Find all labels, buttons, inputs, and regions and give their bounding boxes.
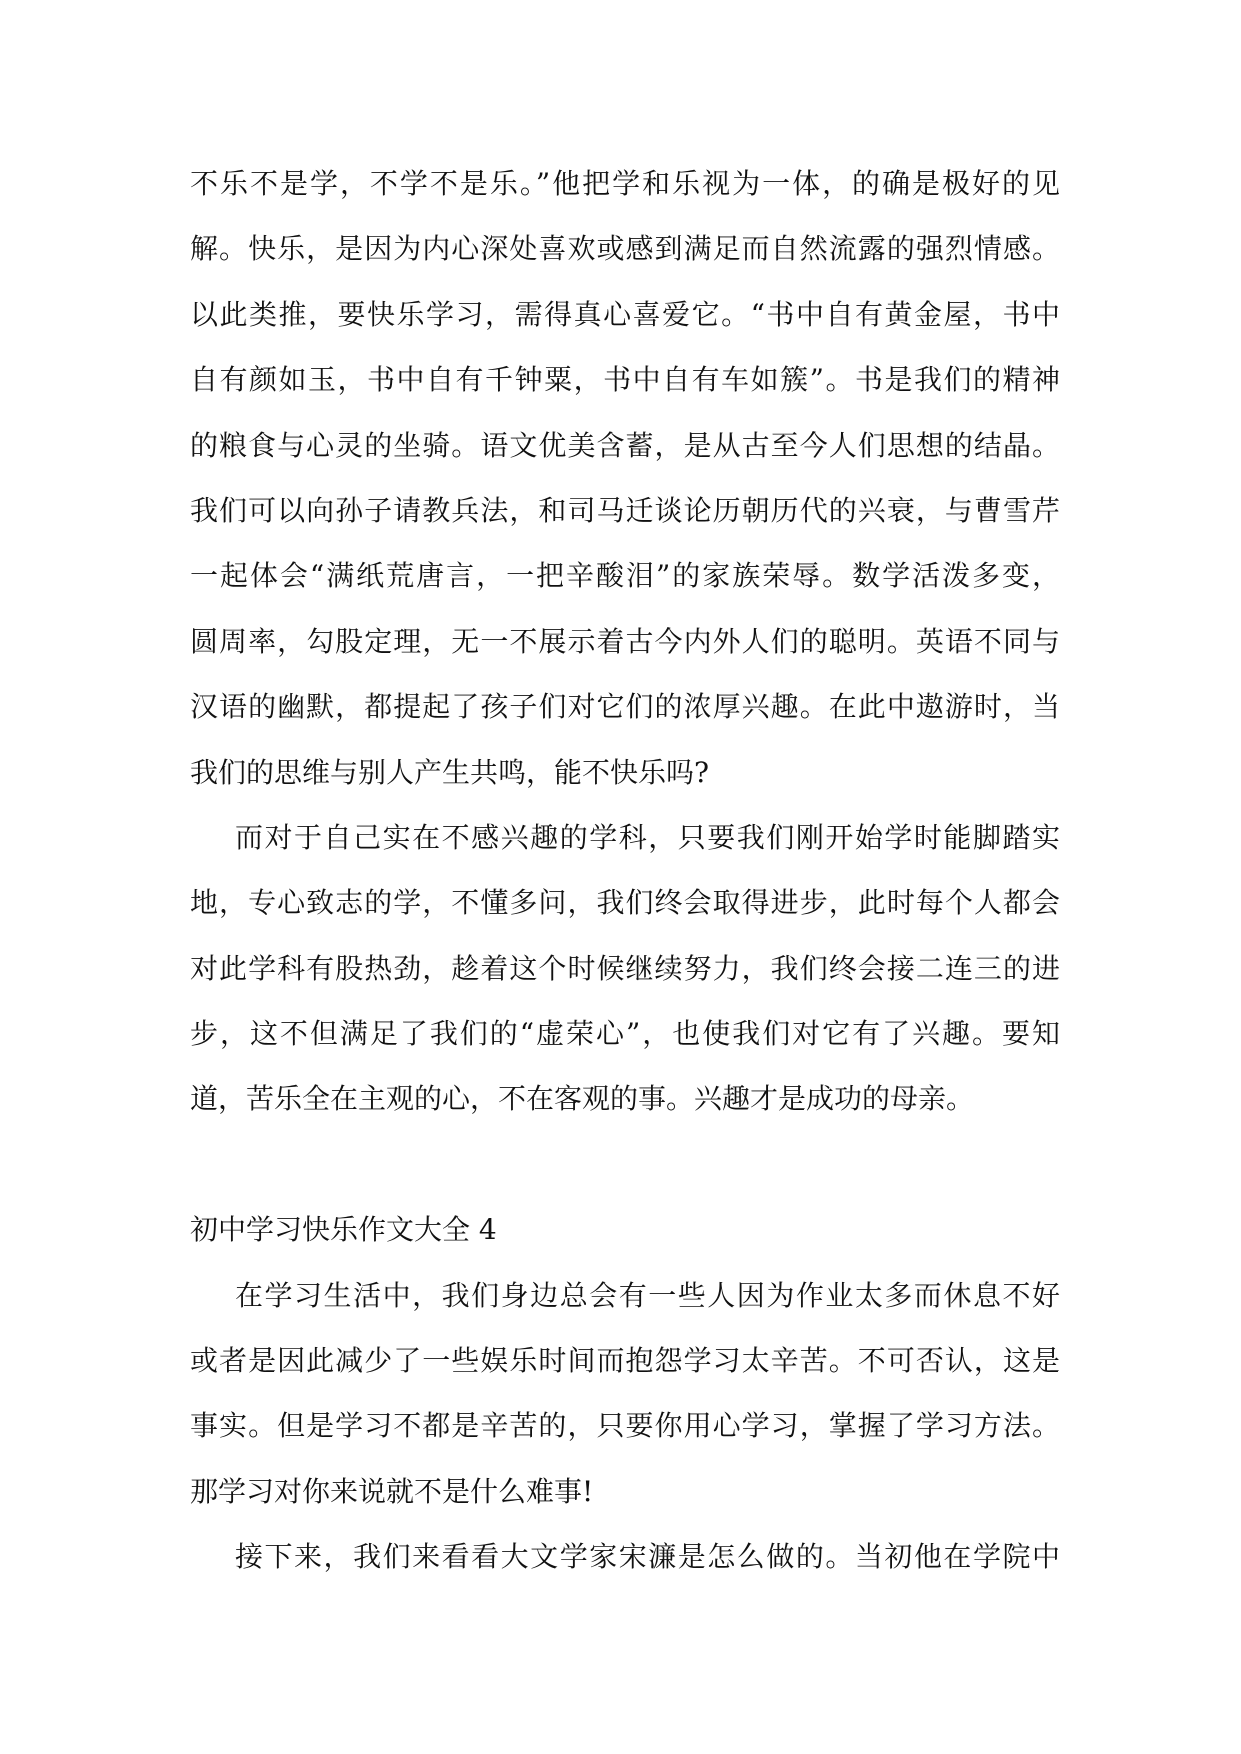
text-line: 或者是因此减少了一些娱乐时间而抱怨学习太辛苦。不可否认，这是 (190, 1344, 1060, 1378)
paragraph (190, 1524, 1060, 1589)
paragraph (190, 1263, 1060, 1525)
text-line: 一起体会“满纸荒唐言，一把辛酸泪”的家族荣辱。数学活泼多变， (190, 559, 1060, 593)
paragraph (190, 151, 1060, 805)
text-line: 地，专心致志的学，不懂多问，我们终会取得进步，此时每个人都会 (190, 886, 1060, 920)
document-body (190, 151, 1060, 1590)
text-line: 自有颜如玉，书中自有千钟粟，书中自有车如簇”。书是我们的精神 (190, 363, 1060, 397)
section-heading: 初中学习快乐作文大全 4 (190, 1213, 497, 1247)
text-line: 不乐不是学，不学不是乐。”他把学和乐视为一体，的确是极好的见 (190, 167, 1060, 200)
text-line: 的粮食与心灵的坐骑。语文优美含蓄，是从古至今人们思想的结晶。 (190, 428, 1060, 462)
text-line: 我们可以向孙子请教兵法，和司马迁谈论历朝历代的兴衰，与曹雪芹 (190, 493, 1060, 527)
text-line: 我们的思维与别人产生共鸣，能不快乐吗? (190, 755, 710, 789)
text-line: 事实。但是学习不都是辛苦的，只要你用心学习，掌握了学习方法。 (190, 1409, 1060, 1443)
paragraph (190, 805, 1060, 1132)
text-line: 以此类推，要快乐学习，需得真心喜爱它。“书中自有黄金屋，书中 (190, 297, 1060, 331)
text-line: 对此学科有股热劲，趁着这个时候继续努力，我们终会接二连三的进 (190, 951, 1060, 985)
text-line: 接下来，我们来看看大文学家宋濂是怎么做的。当初他在学院中 (235, 1540, 1060, 1574)
text-line: 汉语的幽默，都提起了孩子们对它们的浓厚兴趣。在此中遨游时，当 (190, 690, 1060, 724)
text-line: 圆周率，勾股定理，无一不展示着古今内外人们的聪明。英语不同与 (190, 624, 1060, 658)
text-line: 解。快乐，是因为内心深处喜欢或感到满足而自然流露的强烈情感。 (190, 232, 1060, 266)
text-line: 那学习对你来说就不是什么难事! (190, 1474, 594, 1508)
text-line: 道，苦乐全在主观的心，不在客观的事。兴趣才是成功的母亲。 (190, 1082, 975, 1116)
text-line: 在学习生活中，我们身边总会有一些人因为作业太多而休息不好 (235, 1278, 1060, 1312)
text-line: 步，这不但满足了我们的“虚荣心”，也使我们对它有了兴趣。要知 (190, 1017, 1060, 1051)
text-line: 而对于自己实在不感兴趣的学科，只要我们刚开始学时能脚踏实 (235, 820, 1060, 854)
